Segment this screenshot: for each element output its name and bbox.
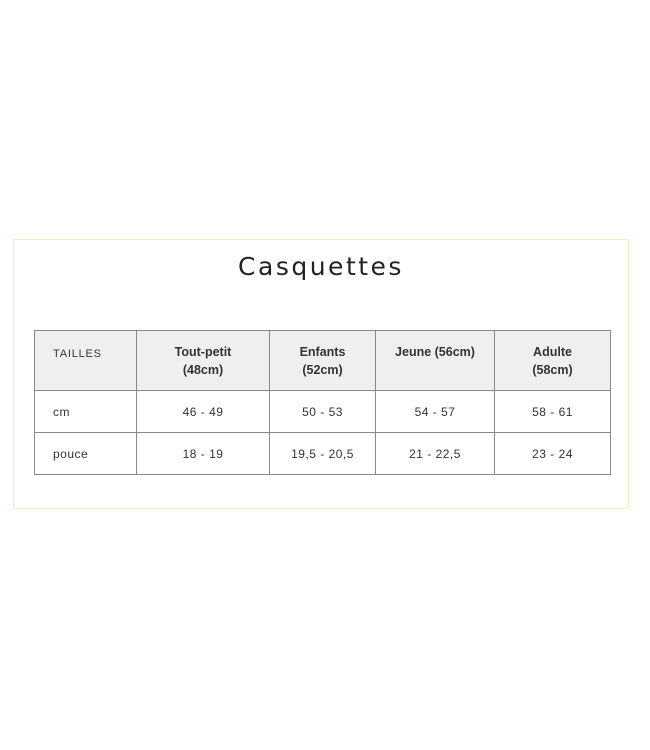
row-label-cm: cm — [35, 391, 137, 433]
header-adult — [495, 331, 611, 391]
table-cell: 50 - 53 — [270, 391, 376, 433]
table-cell: 19,5 - 20,5 — [270, 433, 376, 475]
size-guide-card — [13, 239, 629, 509]
header-kids-name: Enfants — [299, 344, 346, 359]
table-row — [35, 391, 611, 433]
table-cell: 21 - 22,5 — [376, 433, 495, 475]
table-header-row — [35, 331, 611, 391]
table-cell: 46 - 49 — [137, 391, 270, 433]
header-toddler-name: Tout-petit — [174, 344, 232, 359]
header-youth-name: Jeune (56cm) — [395, 345, 475, 359]
header-toddler-size: (48cm) — [182, 362, 224, 377]
header-toddler — [137, 331, 270, 391]
table-cell: 58 - 61 — [495, 391, 611, 433]
header-kids — [270, 331, 376, 391]
size-table — [34, 330, 611, 475]
page-title: Casquettes — [238, 252, 404, 281]
header-corner-label: TAILLES — [35, 331, 137, 391]
table-cell: 23 - 24 — [495, 433, 611, 475]
header-kids-size: (52cm) — [302, 362, 343, 377]
row-label-inch: pouce — [35, 433, 137, 475]
table-row — [35, 433, 611, 475]
header-youth — [376, 331, 495, 391]
table-cell: 54 - 57 — [376, 391, 495, 433]
table-cell: 18 - 19 — [137, 433, 270, 475]
header-adult-size: (58cm) — [532, 362, 573, 377]
header-adult-name: Adulte — [533, 344, 572, 359]
